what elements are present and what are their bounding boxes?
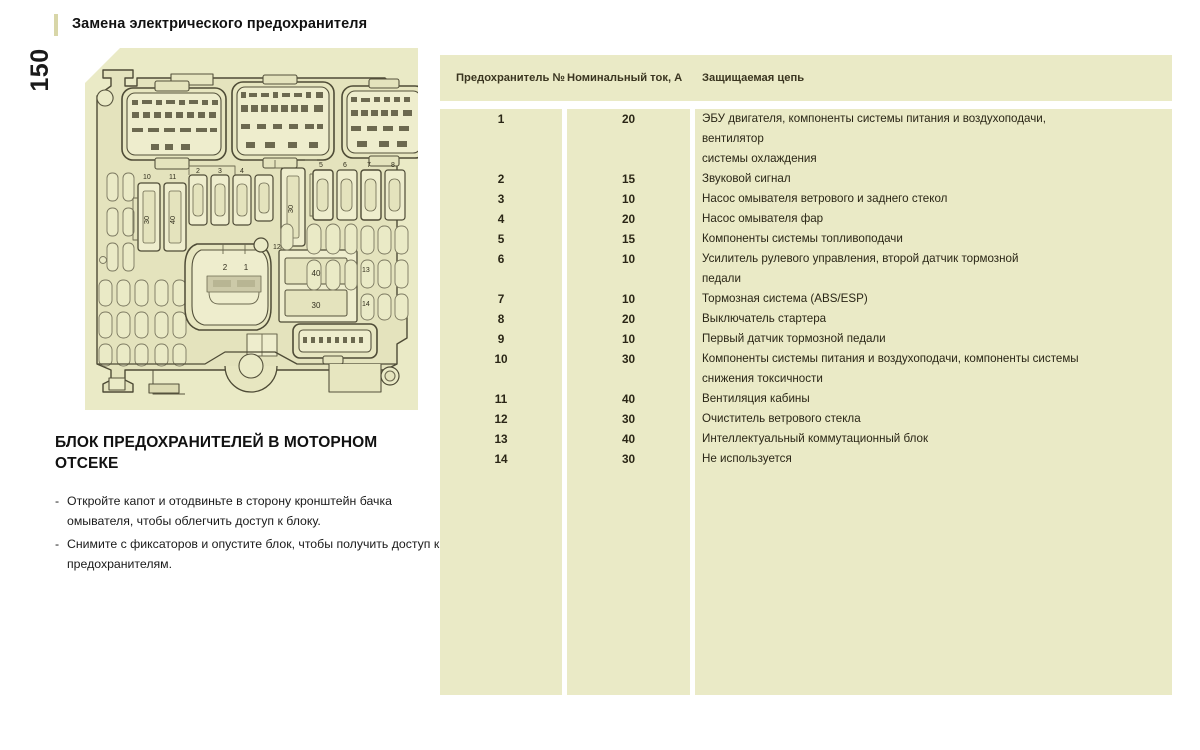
circuit-text-line: ЭБУ двигателя, компоненты системы питания и воздухоподачи, [702, 112, 1046, 125]
column-header-circuit: Защищаемая цепь [702, 72, 805, 84]
svg-text:2: 2 [196, 168, 200, 175]
cell-protected-circuit [702, 289, 1172, 309]
svg-text:12: 12 [273, 244, 281, 251]
column-header-amperage: Номинальный ток, А [567, 72, 683, 84]
circuit-text-line: снижения токсичности [702, 372, 823, 385]
cell-protected-circuit [702, 169, 1172, 189]
table-row [440, 409, 1172, 429]
cell-protected-circuit [702, 109, 1172, 169]
circuit-text-line: Очиститель ветрового стекла [702, 412, 861, 425]
cell-fuse-number: 2 [497, 172, 505, 186]
page-title: Замена электрического предохранителя [72, 16, 368, 32]
cell-amperage: 10 [621, 192, 636, 206]
list-item-text: Откройте капот и отодвиньте в сторону кронштейн бачка омывателя, чтобы облегчить доступ к блоку. [67, 494, 392, 528]
cell-fuse-number: 13 [494, 432, 508, 446]
cell-protected-circuit [702, 229, 1172, 249]
table-header-row [440, 55, 1172, 101]
cell-amperage: 40 [621, 432, 636, 446]
table-row [440, 309, 1172, 329]
svg-text:1: 1 [243, 263, 249, 272]
cell-amperage: 20 [621, 312, 636, 326]
cell-protected-circuit [702, 429, 1172, 449]
fuse-table-panel [440, 55, 1172, 695]
cell-amperage: 30 [621, 452, 636, 466]
cell-protected-circuit [702, 449, 1172, 469]
cell-fuse-number: 4 [497, 212, 505, 226]
svg-text:3: 3 [218, 168, 222, 175]
svg-text:6: 6 [343, 162, 347, 169]
cell-amperage: 20 [621, 112, 636, 126]
cell-amperage: 30 [621, 412, 636, 426]
circuit-text-line: Выключатель стартера [702, 312, 827, 325]
table-row [440, 209, 1172, 229]
cell-protected-circuit [702, 309, 1172, 329]
svg-text:40: 40 [168, 215, 177, 225]
cell-amperage: 10 [621, 292, 636, 306]
circuit-text-line: Компоненты системы питания и воздухоподачи, компоненты системы [702, 352, 1079, 365]
svg-text:2: 2 [222, 263, 228, 272]
table-row [440, 189, 1172, 209]
cell-protected-circuit [702, 409, 1172, 429]
table-row [440, 109, 1172, 169]
cell-amperage: 10 [621, 332, 636, 346]
cell-amperage: 10 [621, 252, 636, 266]
cell-amperage: 15 [621, 172, 636, 186]
cell-fuse-number: 8 [497, 312, 505, 326]
circuit-text-line: Звуковой сигнал [702, 172, 791, 185]
svg-text:14: 14 [362, 301, 370, 308]
circuit-text-line: Насос омывателя ветрового и заднего стекол [702, 192, 948, 205]
list-item [55, 492, 445, 531]
svg-text:30: 30 [142, 215, 151, 225]
cell-fuse-number: 6 [497, 252, 505, 266]
title-accent-bar [54, 14, 58, 36]
table-row [440, 429, 1172, 449]
bullet-marker: - [55, 537, 60, 551]
cell-protected-circuit [702, 189, 1172, 209]
table-row [440, 289, 1172, 309]
svg-text:11: 11 [169, 174, 177, 181]
cell-protected-circuit [702, 249, 1172, 289]
circuit-text-line: Интеллектуальный коммутационный блок [702, 432, 929, 445]
circuit-text-line: Усилитель рулевого управления, второй датчик тормозной [702, 252, 1019, 265]
cell-fuse-number: 11 [494, 392, 508, 406]
fuse-table-body [440, 109, 1172, 469]
table-row [440, 229, 1172, 249]
cell-amperage: 30 [621, 352, 636, 366]
cell-fuse-number: 3 [497, 192, 505, 206]
cell-fuse-number: 5 [497, 232, 505, 246]
table-row [440, 449, 1172, 469]
circuit-text-line: Не используется [702, 452, 792, 465]
svg-text:40: 40 [311, 269, 321, 278]
svg-text:13: 13 [362, 267, 370, 274]
circuit-text-line: Насос омывателя фар [702, 212, 824, 225]
circuit-text-line: вентилятор [702, 132, 764, 145]
svg-text:30: 30 [286, 204, 295, 214]
cell-protected-circuit [702, 329, 1172, 349]
page-header [54, 14, 367, 36]
svg-text:5: 5 [319, 162, 323, 169]
bullet-marker: - [55, 494, 60, 508]
cell-amperage: 15 [621, 232, 636, 246]
cell-fuse-number: 10 [494, 352, 508, 366]
circuit-text-line: Тормозная система (ABS/ESP) [702, 292, 868, 305]
circuit-text-line: Компоненты системы топливоподачи [702, 232, 903, 245]
table-row [440, 249, 1172, 289]
cell-protected-circuit [702, 349, 1172, 389]
table-row [440, 169, 1172, 189]
column-header-number: Предохранитель № [456, 72, 565, 84]
cell-amperage: 20 [621, 212, 636, 226]
section-heading: БЛОК ПРЕДОХРАНИТЕЛЕЙ В МОТОРНОМ ОТСЕКЕ [55, 434, 378, 472]
circuit-text-line: педали [702, 272, 741, 285]
page-number: 150 [26, 48, 54, 92]
cell-fuse-number: 9 [497, 332, 505, 346]
svg-text:30: 30 [311, 301, 321, 310]
cell-fuse-number: 12 [494, 412, 508, 426]
header-divider [440, 101, 1172, 109]
cell-amperage: 40 [621, 392, 636, 406]
svg-text:4: 4 [240, 168, 244, 175]
table-row [440, 389, 1172, 409]
circuit-text-line: системы охлаждения [702, 152, 817, 165]
cell-protected-circuit [702, 389, 1172, 409]
circuit-text-line: Вентиляция кабины [702, 392, 810, 405]
fuse-box-diagram [85, 48, 418, 410]
cell-protected-circuit [702, 209, 1172, 229]
cell-fuse-number: 1 [497, 112, 505, 126]
list-item [55, 535, 445, 574]
instruction-list [55, 492, 445, 578]
table-row [440, 349, 1172, 389]
cell-fuse-number: 14 [494, 452, 508, 466]
cell-fuse-number: 7 [497, 292, 505, 306]
circuit-text-line: Первый датчик тормозной педали [702, 332, 886, 345]
list-item-text: Снимите с фиксаторов и опустите блок, чтобы получить доступ к предохранителям. [67, 537, 440, 571]
svg-text:7: 7 [367, 162, 371, 169]
svg-text:8: 8 [391, 162, 395, 169]
svg-text:10: 10 [143, 174, 151, 181]
table-row [440, 329, 1172, 349]
